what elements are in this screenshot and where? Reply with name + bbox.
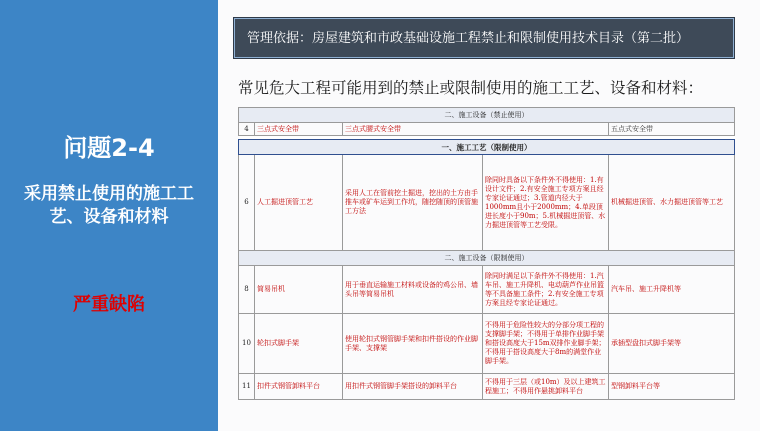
headline: 常见危大工程可能用到的禁止或限制使用的施工工艺、设备和材料：	[238, 79, 704, 97]
table-row: 10 轮扣式脚手架 使用轮扣式钢管脚手架和扣件搭设的作业脚手架、支撑架 不得用于危险性较大的分部分项工程的支撑脚手架；不得用于单排作业脚手架和搭设高度大于15m双排作业脚手架；不得用于搭设高度大于8m的满堂作业脚手架。 承插型盘扣式脚手架等	[239, 314, 735, 374]
table-row: 6 人工掘进顶管工艺 采用人工在管前挖土掘进，挖出的土方由手推车或矿车运到工作坑，随挖随顶的顶管施工方法 除同时具备以下条件外不得使用：1.有设计文件；2.有安全施工专项方案且经专家论证通过；3.管道内径大于1000mm且小于2000mm；4.单段顶进长度小于90m；5.机械掘进顶管、水力掘进顶管等工艺受限。 机械掘进顶管、水力掘进顶管等工艺	[239, 155, 735, 251]
issue-title: 问题2-4	[63, 134, 155, 162]
regulation-table	[238, 107, 734, 425]
issue-subtitle: 采用禁止使用的施工工艺、设备和材料	[24, 184, 194, 227]
table-row: 11 扣件式钢管卸料平台 用扣件式钢管脚手架搭设的卸料平台 不得用于三层（或10m）及以上建筑工程施工；不得用作悬挑卸料平台 型钢卸料平台等	[239, 374, 735, 400]
section-header: 二、施工设备（禁止使用）	[239, 108, 735, 123]
basis-banner: 管理依据：房屋建筑和市政基础设施工程禁止和限制使用技术目录（第二批）	[234, 18, 734, 58]
section-header: 二、施工设备（限制使用）	[239, 251, 735, 266]
severity-label: 严重缺陷	[73, 294, 145, 315]
left-panel	[0, 0, 218, 431]
section-header: 一、施工工艺（限制使用）	[239, 140, 735, 155]
table-row: 4 三点式安全带 三点式腰式安全带 五点式安全带	[239, 123, 735, 136]
table-row: 8 简易吊机 用于垂直运输施工材料或设备的鸡公吊、墙头吊等简易吊机 除同时满足以下条件外不得使用：1.汽车吊、施工升降机、电动葫芦作业吊篮等不具备施工条件；2.有安全施工专项方案且经专家论证通过。 汽车吊、施工升降机等	[239, 266, 735, 314]
